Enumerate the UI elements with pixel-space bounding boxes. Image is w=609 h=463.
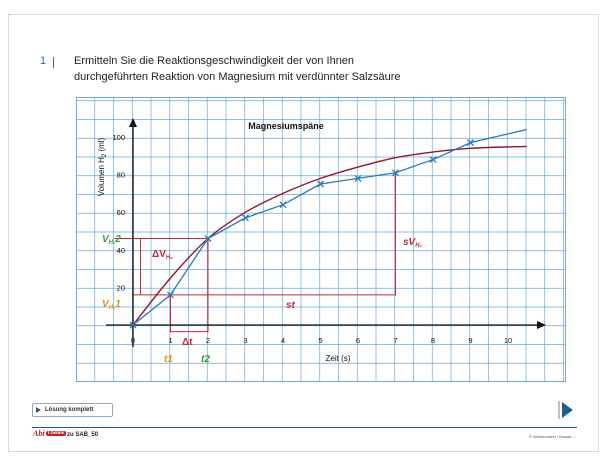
arrow-right-icon bbox=[562, 402, 573, 418]
x-tick-label: 2 bbox=[205, 336, 211, 345]
task-text-line-1: Ermitteln Sie die Reaktionsgeschwindigkeit der von Ihnen bbox=[74, 55, 355, 67]
label-vh2-2 bbox=[102, 234, 121, 246]
next-page-button[interactable] bbox=[558, 401, 574, 419]
logo-text: Abi bbox=[33, 429, 45, 438]
y-tick-label: 100 bbox=[112, 133, 125, 142]
x-tick-label: 4 bbox=[280, 336, 286, 345]
data-series bbox=[133, 129, 527, 325]
label-t1: t1 bbox=[164, 354, 173, 365]
label-vh2-2-sub: H₂ bbox=[108, 240, 116, 246]
y-tick-label: 80 bbox=[116, 170, 125, 180]
y-axis-label-sub: 2 bbox=[102, 153, 108, 158]
task-text-line-2: durchgeführten Reaktion von Magnesium mit verdünnter Salzsäure bbox=[74, 71, 401, 83]
x-tick-label: 3 bbox=[243, 336, 248, 345]
label-vh2-1-rest: 1 bbox=[115, 299, 121, 310]
label-delta-t: Δt bbox=[182, 337, 193, 348]
x-tick-label: 9 bbox=[468, 336, 473, 345]
label-vh2-1 bbox=[102, 299, 121, 311]
data-point bbox=[280, 202, 286, 208]
x-axis-label: Zeit (s) bbox=[325, 354, 351, 363]
x-tick-label: 6 bbox=[355, 336, 361, 345]
y-axis-label-main: Volumen H bbox=[97, 157, 106, 197]
abi-chemie-logo bbox=[33, 429, 66, 438]
label-delta-v-sub: H₂ bbox=[165, 255, 173, 261]
label-s-v-sub: H₂ bbox=[415, 243, 422, 249]
data-markers bbox=[130, 140, 474, 328]
copyright-note: © Westermann / Kaspar ... bbox=[529, 434, 577, 439]
y-tick-label: 40 bbox=[116, 245, 125, 255]
y-axis-label-unit: (ml) bbox=[97, 137, 106, 154]
logo-tag: Chemie bbox=[47, 431, 64, 436]
data-point bbox=[243, 215, 249, 221]
chart-container bbox=[76, 97, 566, 382]
chart-title: Magnesiumspäne bbox=[248, 121, 324, 131]
footer-separator bbox=[32, 427, 577, 428]
x-tick-label: 8 bbox=[430, 336, 436, 345]
label-s-v-main: sV bbox=[403, 237, 416, 248]
label-delta-v-main: ΔV bbox=[152, 249, 166, 260]
y-axis-label bbox=[97, 137, 108, 196]
label-vh2-1-sub: H₂ bbox=[108, 305, 116, 311]
task-number-divider bbox=[53, 57, 54, 68]
reaction-rate-chart bbox=[76, 97, 566, 382]
axes bbox=[106, 118, 546, 347]
x-tick-label: 5 bbox=[318, 336, 323, 345]
solution-complete-button[interactable] bbox=[32, 403, 113, 417]
task-number: 1 bbox=[40, 55, 47, 67]
play-icon bbox=[36, 407, 41, 413]
x-tick-label: 7 bbox=[393, 336, 398, 345]
page-reference: zu SAB_50 bbox=[67, 432, 99, 438]
x-tick-label: 10 bbox=[503, 336, 513, 345]
label-s-v bbox=[403, 237, 423, 249]
solution-complete-label: Lösung komplett bbox=[45, 407, 94, 413]
measured-data-line bbox=[133, 129, 527, 325]
fitted-curve-line bbox=[133, 146, 527, 325]
label-t2: t2 bbox=[201, 354, 210, 365]
label-vh2-2-rest: 2 bbox=[115, 234, 121, 245]
label-vh2-2-main: V bbox=[102, 234, 109, 245]
x-tick-label: 0 bbox=[130, 336, 136, 345]
y-tick-label: 20 bbox=[116, 283, 125, 293]
label-st: st bbox=[286, 300, 295, 311]
label-vh2-1-main: V bbox=[102, 299, 109, 310]
x-tick-label: 1 bbox=[168, 336, 173, 345]
data-point bbox=[430, 157, 436, 163]
y-tick-label: 60 bbox=[116, 208, 125, 218]
next-divider bbox=[558, 401, 560, 419]
